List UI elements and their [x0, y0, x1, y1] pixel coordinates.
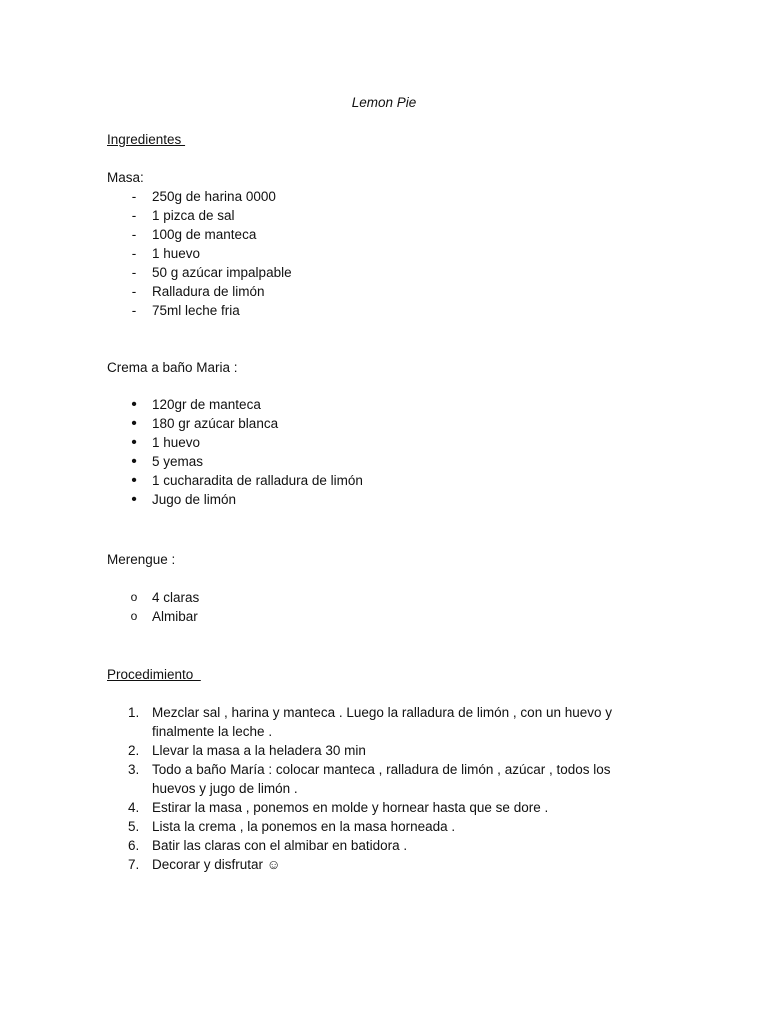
- dash-marker: -: [131, 265, 137, 280]
- circle-marker: o: [130, 590, 138, 604]
- step-number: 2.: [128, 743, 140, 758]
- step-number: 4.: [128, 800, 140, 815]
- merengue-heading: Merengue :: [107, 552, 176, 567]
- document-page: Lemon Pie Ingredientes Masa: - 250g de harina 0000 - 1 pizca de sal - 100g de manteca - 1 huevo - 50 g azúcar impalpable - Ralladura de limón - 75ml leche fria Crema a baño Maria : • 120gr de manteca • 180 gr azúcar blanca • 1 huevo • 5 yemas • 1 cucharadita de ralladura de limón • Jugo de limón Merengue : o 4 claras o Almibar Procedimiento 1. Mezclar sal , harina y manteca . Luego la ralladura de limón , con un huevo y finalmente la leche . 2. Llevar la masa a la heladera 30 min 3. Todo a baño María : colocar manteca , ralladura de limón , azúcar , todos los huevos y jugo de limón . 4. Estirar la masa , ponemos en molde y hornear hasta que se dore . 5. Lista la crema , la ponemos en la masa horneada . 6. Batir las claras con el almibar en batidora . 7. Decorar y disfrutar ☺: [0, 0, 768, 1024]
- dash-marker: -: [131, 227, 137, 242]
- bullet-marker: •: [131, 453, 137, 470]
- dash-marker: -: [131, 284, 137, 299]
- ingredientes-heading: Ingredientes: [107, 132, 186, 147]
- list-item: 7. Decorar y disfrutar ☺: [128, 857, 281, 872]
- procedimiento-list: [107, 703, 627, 874]
- list-item: 5. Lista la crema , la ponemos en la masa horneada .: [128, 819, 456, 834]
- bullet-marker: •: [131, 472, 137, 489]
- step-number: 5.: [128, 819, 140, 834]
- step-number: 7.: [128, 857, 140, 872]
- dash-marker: -: [131, 303, 137, 318]
- crema-heading: Crema a baño Maria :: [107, 360, 238, 375]
- procedimiento-heading: Procedimiento: [107, 667, 201, 682]
- bullet-marker: •: [131, 396, 137, 413]
- dash-marker: -: [131, 189, 137, 204]
- list-item: 1. Mezclar sal , harina y manteca . Luego la ralladura de limón , con un huevo y finalmente la leche .: [128, 705, 613, 739]
- bullet-marker: •: [131, 491, 137, 508]
- masa-heading: Masa:: [107, 170, 144, 185]
- step-number: 6.: [128, 838, 140, 853]
- step-number: 1.: [128, 705, 140, 720]
- circle-marker: o: [130, 609, 138, 623]
- list-item: 3. Todo a baño María : colocar manteca , ralladura de limón , azúcar , todos los huevos y jugo de limón .: [128, 762, 611, 796]
- document-title: Lemon Pie: [351, 95, 417, 110]
- dash-marker: -: [131, 246, 137, 261]
- bullet-marker: •: [131, 434, 137, 451]
- list-item: 4. Estirar la masa , ponemos en molde y hornear hasta que se dore .: [128, 800, 549, 815]
- list-item: 2. Llevar la masa a la heladera 30 min: [128, 743, 366, 758]
- bullet-marker: •: [131, 415, 137, 432]
- dash-marker: -: [131, 208, 137, 223]
- step-number: 3.: [128, 762, 140, 777]
- list-item: 6. Batir las claras con el almibar en batidora .: [128, 838, 408, 853]
